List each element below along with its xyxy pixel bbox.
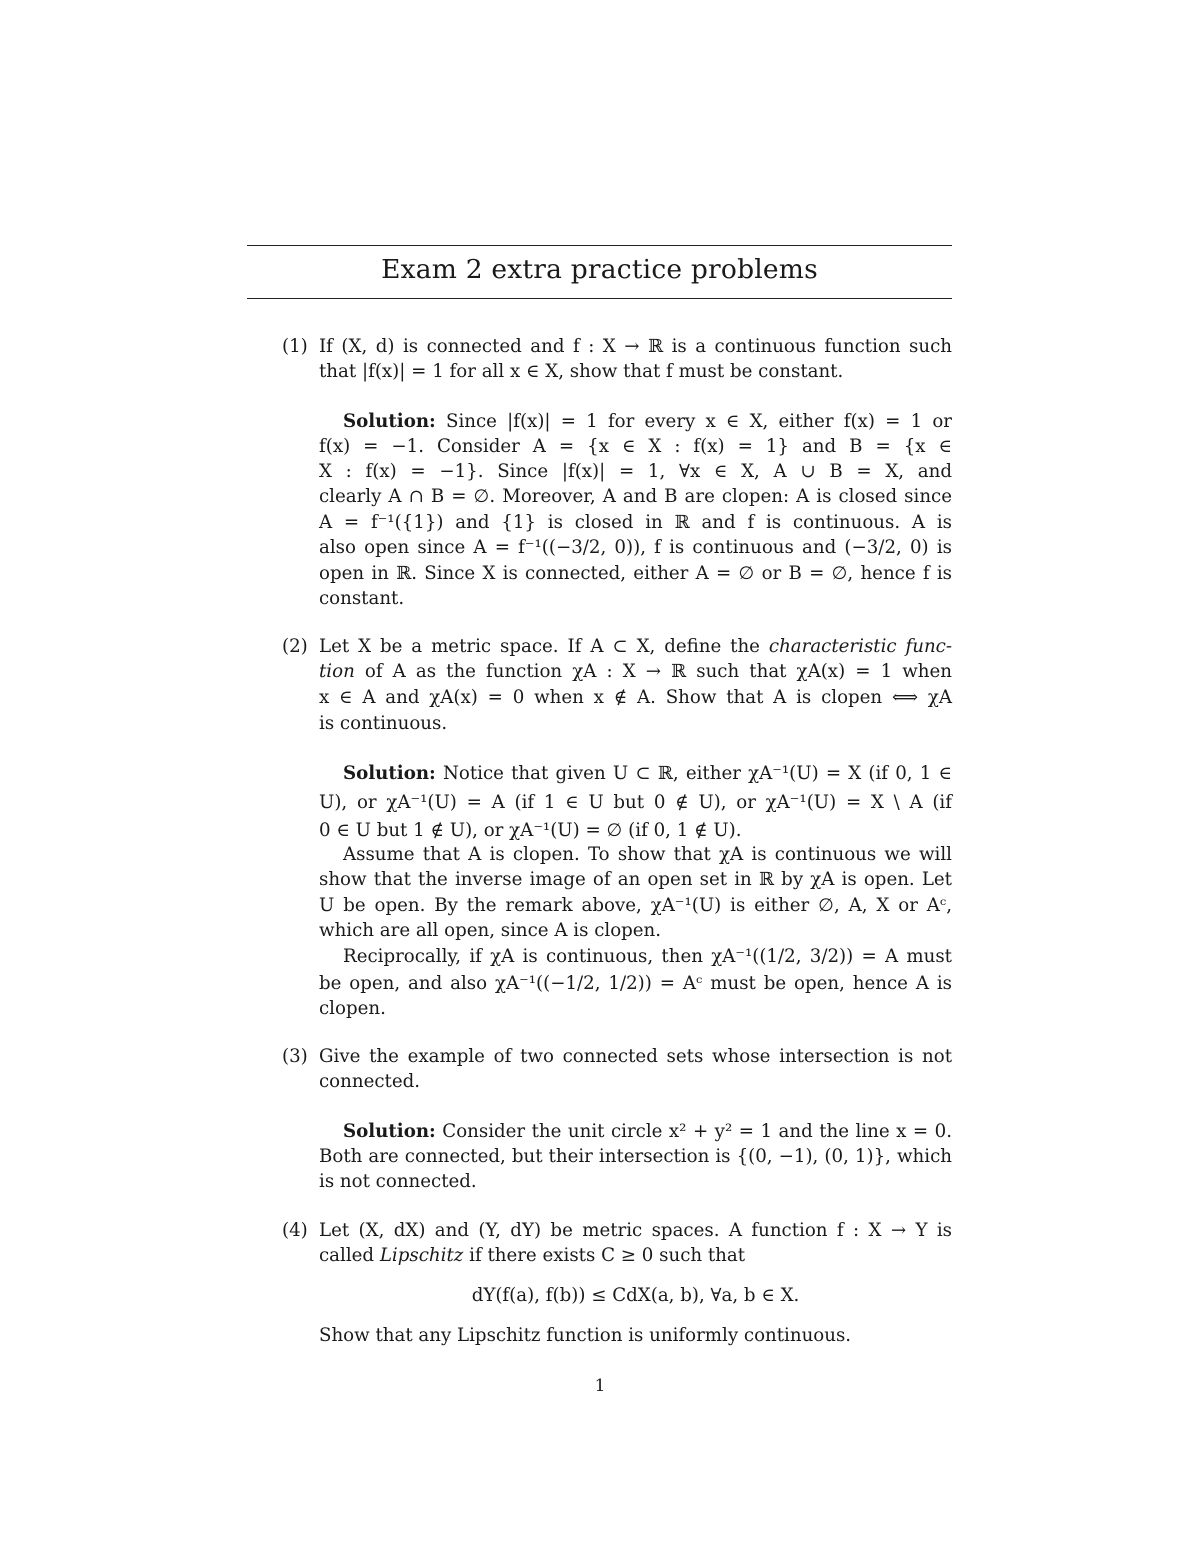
problem-4-statement-line: Let (X, dX) and (Y, dY) be metric spaces. A function f : X → Y is bbox=[319, 1220, 952, 1241]
problem-2-statement-line: x ∈ A and χA(x) = 0 when x ∉ A. Show that A is clopen ⟺ χA bbox=[319, 687, 952, 708]
problem-2-paragraph-line: which are all open, since A is clopen. bbox=[319, 920, 662, 941]
problem-2-paragraph-line: U be open. By the remark above, χA⁻¹(U) is either ∅, A, X or Aᶜ, bbox=[319, 895, 952, 916]
solution-label: Solution: bbox=[343, 411, 436, 432]
problem-1-statement-line: If (X, d) is connected and f : X → ℝ is a continuous function such bbox=[319, 336, 952, 357]
problem-4-number: (4) bbox=[282, 1220, 308, 1241]
problem-2-paragraph-line: clopen. bbox=[319, 998, 386, 1019]
problem-3-solution-line: Solution: Consider the unit circle x² + y² = 1 and the line x = 0. bbox=[343, 1121, 952, 1142]
problem-2-statement-line: tion of A as the function χA : X → ℝ such that χA(x) = 1 when bbox=[319, 661, 952, 682]
problem-1-solution-line: clearly A ∩ B = ∅. Moreover, A and B are clopen: A is closed since bbox=[319, 486, 952, 507]
problem-1-solution-line: also open since A = f⁻¹((−3/2, 0)), f is continuous and (−3/2, 0) is bbox=[319, 537, 952, 558]
title-bottom-rule bbox=[247, 298, 952, 299]
problem-2-solution-line: 0 ∈ U but 1 ∉ U), or χA⁻¹(U) = ∅ (if 0, 1 ∉ U). bbox=[319, 820, 742, 841]
problem-2-paragraph-line: Assume that A is clopen. To show that χA is continuous we will bbox=[343, 844, 952, 865]
problem-1-solution-line: Solution: Since |f(x)| = 1 for every x ∈ X, either f(x) = 1 or bbox=[343, 411, 952, 432]
problem-4-display-equation: dY(f(a), f(b)) ≤ CdX(a, b), ∀a, b ∈ X. bbox=[471, 1285, 800, 1306]
problem-4-statement-line: called Lipschitz if there exists C ≥ 0 such that bbox=[319, 1245, 746, 1266]
page-number: 1 bbox=[594, 1376, 606, 1396]
problem-1-solution-line: X : f(x) = −1}. Since |f(x)| = 1, ∀x ∈ X, A ∪ B = X, and bbox=[319, 461, 952, 482]
problem-4-closing-line: Show that any Lipschitz function is uniformly continuous. bbox=[319, 1325, 852, 1346]
problem-3-solution-line: Both are connected, but their intersection is {(0, −1), (0, 1)}, which bbox=[319, 1146, 952, 1167]
problem-2-paragraph-line: show that the inverse image of an open set in ℝ by χA is open. Let bbox=[319, 869, 952, 890]
problem-2-paragraph-line: be open, and also χA⁻¹((−1/2, 1/2)) = Aᶜ must be open, hence A is bbox=[319, 973, 952, 994]
problem-2-solution-line: Solution: Notice that given U ⊂ ℝ, either χA⁻¹(U) = X (if 0, 1 ∈ bbox=[343, 763, 952, 784]
problem-2-solution-line: U), or χA⁻¹(U) = A (if 1 ∈ U but 0 ∉ U), or χA⁻¹(U) = X \ A (if bbox=[319, 792, 952, 813]
problem-2-statement-line: Let X be a metric space. If A ⊂ X, define the characteristic func- bbox=[319, 636, 953, 657]
problem-2-number: (2) bbox=[282, 636, 308, 657]
problem-1-solution-line: A = f⁻¹({1}) and {1} is closed in ℝ and f is continuous. A is bbox=[319, 512, 952, 533]
problem-1-solution-line: constant. bbox=[319, 588, 405, 609]
page-title: Exam 2 extra practice problems bbox=[381, 254, 818, 285]
problem-3-statement-line: Give the example of two connected sets whose intersection is not bbox=[319, 1046, 952, 1067]
title-top-rule bbox=[247, 245, 952, 246]
problem-2-statement-line: is continuous. bbox=[319, 713, 448, 734]
problem-3-statement-line: connected. bbox=[319, 1071, 421, 1092]
problem-2-paragraph-line: Reciprocally, if χA is continuous, then χA⁻¹((1/2, 3/2)) = A must bbox=[343, 946, 952, 967]
problem-1-solution-line: open in ℝ. Since X is connected, either A = ∅ or B = ∅, hence f is bbox=[319, 563, 952, 584]
problem-3-number: (3) bbox=[282, 1046, 308, 1067]
problem-1-statement-line: that |f(x)| = 1 for all x ∈ X, show that f must be constant. bbox=[319, 361, 844, 382]
problem-1-solution-line: f(x) = −1. Consider A = {x ∈ X : f(x) = 1} and B = {x ∈ bbox=[319, 436, 952, 457]
problem-1-number: (1) bbox=[282, 336, 308, 357]
problem-3-solution-line: is not connected. bbox=[319, 1171, 477, 1192]
